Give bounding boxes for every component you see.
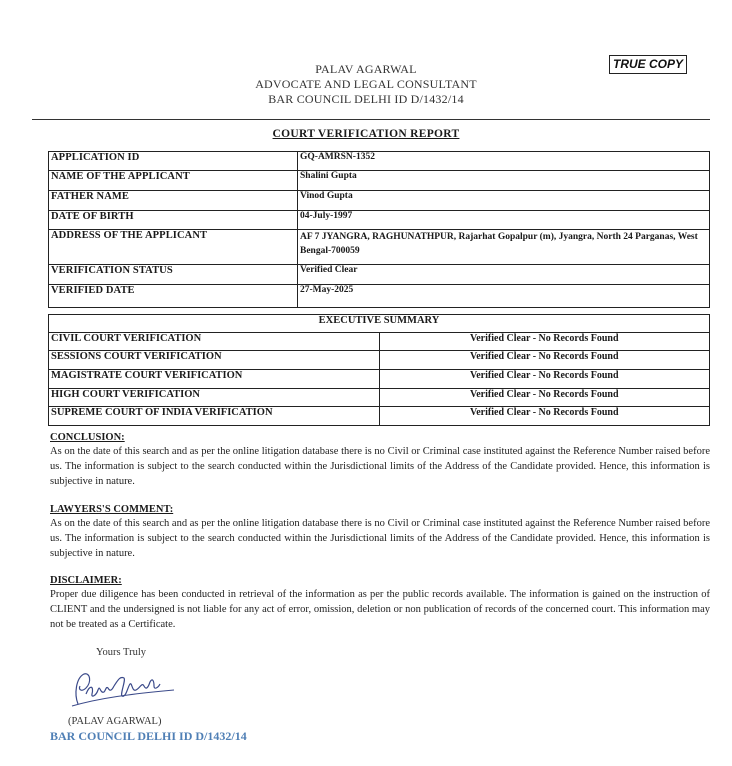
handwritten-signature (70, 664, 180, 719)
detail-value: Shalini Gupta (298, 171, 710, 191)
table-row (49, 333, 710, 351)
detail-value: 27-May-2025 (298, 285, 710, 308)
closing-salutation: Yours Truly (96, 647, 147, 658)
table-row (49, 171, 710, 191)
disclaimer-section (50, 574, 710, 632)
report-title: COURT VERIFICATION REPORT (272, 128, 460, 140)
table-row (49, 389, 710, 407)
table-row (49, 191, 710, 211)
advocate-name: PALAV AGARWAL (315, 62, 417, 76)
table-row (49, 315, 710, 333)
signatory-name: (PALAV AGARWAL) (68, 716, 162, 727)
signatory-bar-id: BAR COUNCIL DELHI ID D/1432/14 (50, 729, 247, 743)
summary-value: Verified Clear - No Records Found (379, 333, 710, 351)
table-row (49, 370, 710, 389)
detail-label: VERIFIED DATE (49, 285, 298, 308)
detail-label: VERIFICATION STATUS (49, 265, 298, 285)
summary-value: Verified Clear - No Records Found (379, 351, 710, 370)
conclusion-section (50, 431, 710, 489)
header-divider (32, 119, 710, 120)
summary-label: CIVIL COURT VERIFICATION (49, 333, 380, 351)
table-row (49, 285, 710, 308)
summary-label: SESSIONS COURT VERIFICATION (49, 351, 380, 370)
comment-heading: LAWYERS'S COMMENT: (50, 504, 174, 515)
summary-value: Verified Clear - No Records Found (379, 370, 710, 389)
detail-label: APPLICATION ID (49, 152, 298, 171)
detail-value: 04-July-1997 (298, 211, 710, 230)
applicant-details-table (48, 151, 710, 308)
advocate-designation: ADVOCATE AND LEGAL CONSULTANT (255, 77, 477, 91)
detail-label: FATHER NAME (49, 191, 298, 211)
summary-heading: EXECUTIVE SUMMARY (49, 315, 710, 333)
table-row (49, 211, 710, 230)
table-row (49, 230, 710, 265)
comment-text: As on the date of this search and as per the online litigation database there is no Civil or Criminal case instituted against the Reference Number raised before us. The information is subject to the search conducted within the Jurisdictional limits of the Address of the Candidate provided. Hence, this information is subjective in nature. (50, 518, 710, 559)
summary-value: Verified Clear - No Records Found (379, 389, 710, 407)
detail-label: ADDRESS OF THE APPLICANT (49, 230, 298, 265)
detail-value: GQ-AMRSN-1352 (298, 152, 710, 171)
detail-value: Vinod Gupta (298, 191, 710, 211)
summary-label: HIGH COURT VERIFICATION (49, 389, 380, 407)
disclaimer-heading: DISCLAIMER: (50, 575, 122, 586)
detail-label: NAME OF THE APPLICANT (49, 171, 298, 191)
table-row (49, 351, 710, 370)
table-row (49, 407, 710, 426)
detail-value: AF 7 JYANGRA, RAGHUNATHPUR, Rajarhat Gopalpur (m), Jyangra, North 24 Parganas, West Bengal-700059 (298, 230, 710, 265)
lawyers-comment-section (50, 503, 710, 561)
conclusion-heading: CONCLUSION: (50, 432, 125, 443)
summary-label: MAGISTRATE COURT VERIFICATION (49, 370, 380, 389)
disclaimer-text: Proper due diligence has been conducted in retrieval of the information as per the public records available. The information is gained on the instruction of CLIENT and the undersigned is not liable for any act of error, omission, deletion or non publication of records of the concerned court. This information may not be treated as a Certificate. (50, 589, 710, 630)
conclusion-text: As on the date of this search and as per the online litigation database there is no Civil or Criminal case instituted against the Reference Number raised before us. The information is subject to the search conducted within the Jurisdictional limits of the Address of the Candidate provided. Hence, this information is subjective in nature. (50, 446, 710, 487)
summary-value: Verified Clear - No Records Found (379, 407, 710, 426)
detail-label: DATE OF BIRTH (49, 211, 298, 230)
table-row (49, 152, 710, 171)
table-row (49, 265, 710, 285)
detail-value: Verified Clear (298, 265, 710, 285)
summary-label: SUPREME COURT OF INDIA VERIFICATION (49, 407, 380, 426)
advocate-bar-id: BAR COUNCIL DELHI ID D/1432/14 (268, 92, 464, 106)
executive-summary-table (48, 314, 710, 426)
true-copy-stamp: TRUE COPY (609, 55, 687, 74)
